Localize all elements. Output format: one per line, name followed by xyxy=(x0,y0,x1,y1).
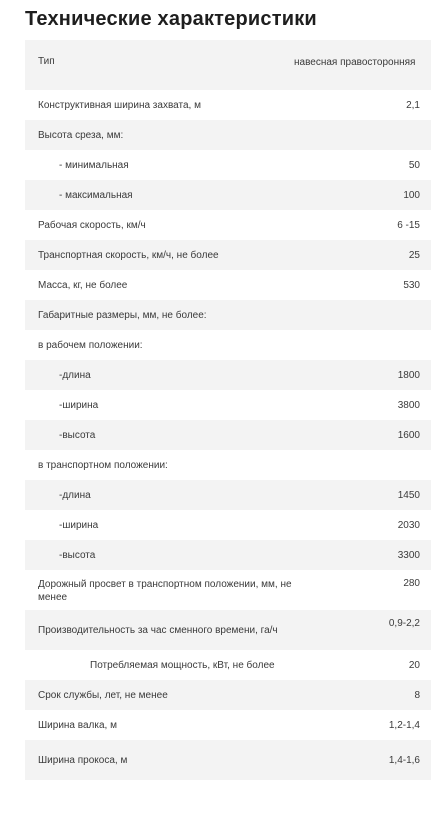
row-label: -высота xyxy=(59,429,96,441)
row-value: 1,4-1,6 xyxy=(388,754,420,766)
table-row xyxy=(25,570,431,610)
row-value: 25 xyxy=(408,249,420,261)
page-title: Технические характеристики xyxy=(25,8,317,30)
row-value: 0,9-2,2 xyxy=(388,618,420,629)
row-label: - максимальная xyxy=(59,189,133,201)
row-value: 1600 xyxy=(397,429,420,441)
row-label: Дорожный просвет в транспортном положении, мм, не менее xyxy=(38,578,292,603)
table-row xyxy=(25,300,431,330)
row-value: 1450 xyxy=(397,489,420,501)
table-row xyxy=(25,210,431,240)
row-label: в рабочем положении: xyxy=(38,339,143,351)
row-value: 3300 xyxy=(397,549,420,561)
table-row xyxy=(25,330,431,360)
table-row xyxy=(25,90,431,120)
row-value xyxy=(294,450,431,480)
row-label: -высота xyxy=(59,549,96,561)
table-row xyxy=(25,120,431,150)
row-label: в транспортном положении: xyxy=(38,459,168,471)
row-label: Высота среза, мм: xyxy=(38,129,124,141)
row-value: 2,1 xyxy=(406,99,420,111)
table-row xyxy=(25,360,431,390)
row-value: 530 xyxy=(403,279,420,291)
row-value: 1,2-1,4 xyxy=(388,719,420,731)
table-row xyxy=(25,480,431,510)
table-row xyxy=(25,180,431,210)
row-value: 3800 xyxy=(397,399,420,411)
row-label: Срок службы, лет, не менее xyxy=(38,689,168,701)
table-row xyxy=(25,540,431,570)
row-label: - минимальная xyxy=(59,159,129,171)
table-row xyxy=(25,390,431,420)
row-value: 1800 xyxy=(397,369,420,381)
row-label: Транспортная скорость, км/ч, не более xyxy=(38,249,219,261)
table-row xyxy=(25,450,431,480)
row-label: Производительность за час сменного времени, га/ч xyxy=(38,625,278,636)
header-type-label: Тип xyxy=(38,56,55,67)
row-value: 8 xyxy=(414,689,420,701)
row-label: -ширина xyxy=(59,519,99,531)
row-label: Масса, кг, не более xyxy=(38,279,128,291)
row-label: -длина xyxy=(59,369,91,381)
specs-table xyxy=(25,40,431,780)
table-row xyxy=(25,270,431,300)
table-row xyxy=(25,710,431,740)
row-value: 280 xyxy=(403,578,420,589)
table-row xyxy=(25,610,431,650)
row-value: 100 xyxy=(403,189,420,201)
row-value: 6 -15 xyxy=(397,219,420,231)
header-type-value: навесная правосторонняя xyxy=(294,57,416,68)
row-label: -ширина xyxy=(59,399,99,411)
table-row xyxy=(25,680,431,710)
table-row xyxy=(25,740,431,780)
row-label: Ширина валка, м xyxy=(38,719,117,731)
row-value xyxy=(294,330,431,360)
row-label: Конструктивная ширина захвата, м xyxy=(38,99,201,111)
table-row xyxy=(25,510,431,540)
table-header-row xyxy=(25,40,431,90)
row-value xyxy=(294,120,431,150)
row-label: Ширина прокоса, м xyxy=(38,754,128,766)
table-row xyxy=(25,150,431,180)
row-value xyxy=(294,300,431,330)
row-value: 50 xyxy=(408,159,420,171)
row-label: Рабочая скорость, км/ч xyxy=(38,219,146,231)
table-row xyxy=(25,650,431,680)
row-label: Габаритные размеры, мм, не более: xyxy=(38,309,207,321)
table-row xyxy=(25,420,431,450)
row-value: 2030 xyxy=(397,519,420,531)
row-label: -длина xyxy=(59,489,91,501)
row-label: Потребляемая мощность, кВт, не более xyxy=(90,659,275,671)
row-value: 20 xyxy=(408,659,420,671)
table-row xyxy=(25,240,431,270)
